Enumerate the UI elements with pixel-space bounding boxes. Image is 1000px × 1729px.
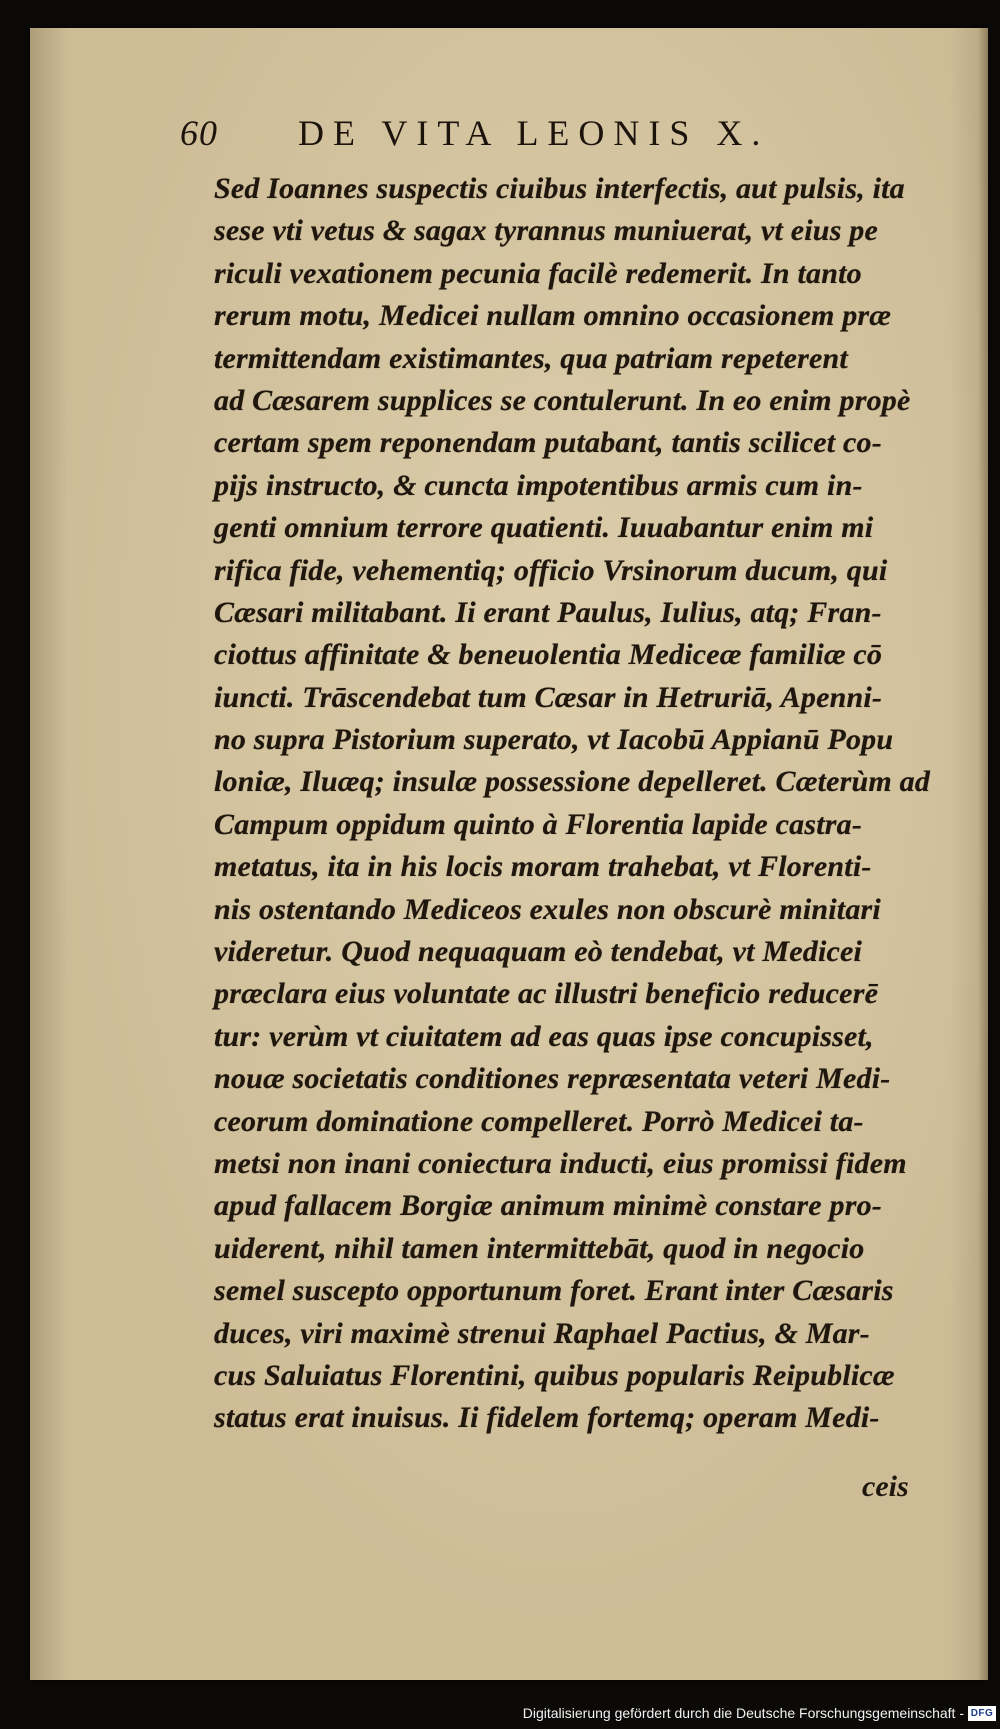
text-line: termittendam existimantes, qua patriam repeterent (214, 341, 848, 375)
digitization-credit: Digitalisierung gefördert durch die Deutsche Forschungsgemeinschaft - (522, 1705, 964, 1721)
text-line: ceorum dominatione compelleret. Porrò Medicei ta- (214, 1104, 864, 1138)
footer-bar (0, 1695, 1000, 1729)
text-line: videretur. Quod nequaquam eò tendebat, vt Medicei (214, 935, 863, 969)
text-line: iuncti. Trāscendebat tum Cæsar in Hetruriā, Apenni- (214, 680, 883, 714)
text-line: metatus, ita in his locis moram trahebat, vt Florenti- (214, 850, 872, 884)
text-line: sese vti vetus & sagax tyrannus muniuerat, vt eius pe (214, 214, 878, 248)
text-line: certam spem reponendam putabant, tantis scilicet co- (214, 426, 882, 460)
text-line: apud fallacem Borgiæ animum minimè constare pro- (214, 1189, 882, 1223)
text-line: rerum motu, Medicei nullam omnino occasionem præ (214, 299, 892, 333)
text-line: Sed Ioannes suspectis ciuibus interfectis, aut pulsis, ita (214, 172, 905, 205)
page-edge-shadow (978, 28, 988, 1680)
text-line: nis ostentando Mediceos exules non obscurè minitari (214, 892, 881, 926)
text-line: ciottus affinitate & beneuolentia Mediceæ familiæ cō (214, 638, 883, 672)
text-line: duces, viri maximè strenui Raphael Pactius, & Mar- (214, 1316, 870, 1350)
text-line: Campum oppidum quinto à Florentia lapide castra- (214, 807, 863, 841)
dfg-logo: DFG (968, 1706, 996, 1721)
running-head (180, 112, 800, 162)
text-line: rifica fide, vehementiq; officio Vrsinorum ducum, qui (214, 553, 888, 587)
text-line: Cæsari militabant. Ii erant Paulus, Iulius, atq; Fran- (214, 595, 882, 629)
text-line: ad Cæsarem supplices se contulerunt. In eo enim propè (214, 383, 911, 417)
page-number: 60 (180, 113, 218, 153)
text-line: cus Saluiatus Florentini, quibus popularis Reipublicæ (214, 1358, 895, 1392)
catchword: ceis (862, 1470, 909, 1503)
text-line: genti omnium terrore quatienti. Iuuabantur enim mi (214, 511, 874, 545)
text-line: status erat inuisus. Ii fidelem fortemq; operam Medi- (214, 1401, 880, 1435)
text-line: metsi non inani coniectura inducti, eius promissi fidem (214, 1146, 907, 1180)
text-line: pijs instructo, & cuncta impotentibus armis cum in- (214, 468, 863, 502)
body-text (214, 168, 934, 1440)
text-line: uiderent, nihil tamen intermittebāt, quod in negocio (214, 1231, 865, 1265)
text-line: præclara eius voluntate ac illustri beneficio reducerē (214, 977, 879, 1011)
text-line: semel suscepto opportunum foret. Erant inter Cæsaris (214, 1274, 894, 1308)
text-line: tur: verùm vt ciuitatem ad eas quas ipse concupisset, (214, 1019, 874, 1053)
text-line: no supra Pistorium superato, vt Iacobū Appianū Popu (214, 723, 894, 757)
text-line: nouæ societatis conditiones repræsentata veteri Medi- (214, 1062, 891, 1096)
text-line: loniæ, Iluæq; insulæ possessione depelleret. Cæterùm ad (214, 765, 931, 799)
running-title: DE VITA LEONIS X. (298, 113, 770, 153)
text-line: riculi vexationem pecunia facilè redemerit. In tanto (214, 256, 862, 290)
